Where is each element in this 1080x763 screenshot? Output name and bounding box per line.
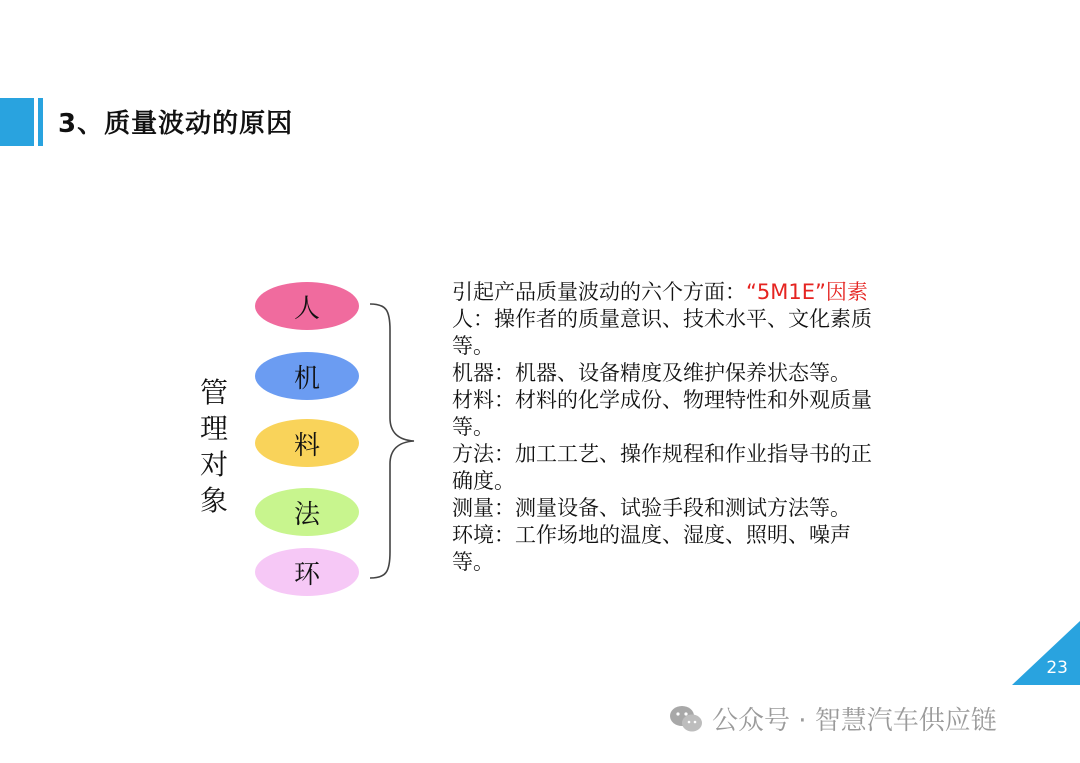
factor-oval-material: 料 <box>255 419 359 467</box>
watermark-text: 公众号 · 智慧汽车供应链 <box>712 706 997 736</box>
description-line: 机器：机器、设备精度及维护保养状态等。 <box>452 361 851 385</box>
description-line: 测量：测量设备、试验手段和测试方法等。 <box>452 496 851 520</box>
factor-oval-man: 人 <box>255 282 359 330</box>
side-label-management-object <box>197 375 231 519</box>
description-highlight: “5M1E”因素 <box>746 280 868 304</box>
description-line: 材料：材料的化学成份、物理特性和外观质量等。 <box>452 388 872 439</box>
title-accent-bar-thin <box>38 98 43 146</box>
watermark <box>668 700 997 737</box>
description-intro-line <box>452 279 892 306</box>
description-block <box>452 279 892 576</box>
wechat-icon <box>668 704 704 734</box>
title-accent-bar <box>0 98 34 146</box>
description-line: 人：操作者的质量意识、技术水平、文化素质等。 <box>452 307 872 358</box>
description-intro: 引起产品质量波动的六个方面： <box>452 280 746 304</box>
description-line: 方法：加工工艺、操作规程和作业指导书的正确度。 <box>452 442 872 493</box>
side-label-char: 对 <box>199 448 228 481</box>
page-number: 23 <box>1046 658 1068 678</box>
factor-oval-method: 法 <box>255 488 359 536</box>
side-label-char: 象 <box>199 484 228 517</box>
side-label-char: 理 <box>199 412 228 445</box>
factor-oval-environment: 环 <box>255 548 359 596</box>
side-label-char: 管 <box>199 376 228 409</box>
description-line: 环境：工作场地的温度、湿度、照明、噪声等。 <box>452 523 851 574</box>
curly-brace <box>368 300 418 582</box>
factor-oval-machine: 机 <box>255 352 359 400</box>
slide-title: 3、质量波动的原因 <box>58 109 294 139</box>
